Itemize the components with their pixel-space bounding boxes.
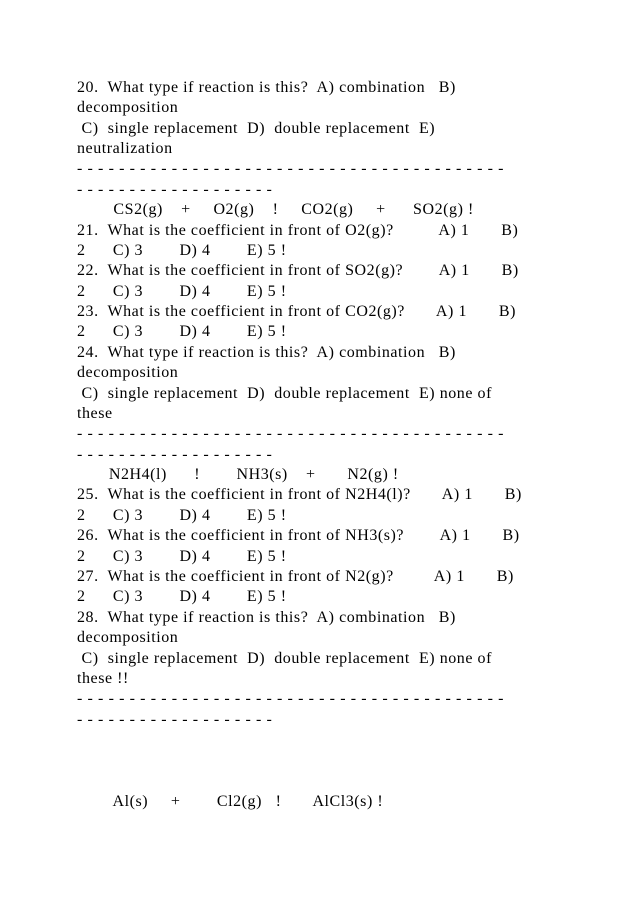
q22-line-1: 22. What is the coefficient in front of SO2(g)? A) 1 B)	[77, 262, 519, 279]
q20-line-1: 20. What type if reaction is this? A) combination B)	[77, 79, 456, 96]
q20-line-3: C) single replacement D) double replacement E)	[77, 120, 436, 137]
q21-line-1: 21. What is the coefficient in front of O2(g)? A) 1 B)	[77, 222, 519, 239]
q25-line-1: 25. What is the coefficient in front of N2H4(l)? A) 1 B)	[77, 486, 522, 503]
q28-line-3: C) single replacement D) double replacement E) none of	[77, 650, 492, 667]
q28-line-4: these !!	[77, 670, 129, 687]
divider-line: - - - - - - - - - - - - - - - - - - -	[77, 711, 273, 728]
q24-line-4: these	[77, 405, 113, 422]
divider-line: - - - - - - - - - - - - - - - - - - - - - - - - - - - - - - - - - - - - - - - - -	[77, 690, 505, 707]
q22-line-2: 2 C) 3 D) 4 E) 5 !	[77, 283, 287, 300]
q24-line-2: decomposition	[77, 364, 179, 381]
q27-line-1: 27. What is the coefficient in front of N2(g)? A) 1 B)	[77, 568, 514, 585]
q23-line-1: 23. What is the coefficient in front of CO2(g)? A) 1 B)	[77, 303, 516, 320]
q27-line-2: 2 C) 3 D) 4 E) 5 !	[77, 588, 287, 605]
divider-line: - - - - - - - - - - - - - - - - - - -	[77, 446, 273, 463]
q21-line-2: 2 C) 3 D) 4 E) 5 !	[77, 242, 287, 259]
q26-line-1: 26. What is the coefficient in front of NH3(s)? A) 1 B)	[77, 527, 520, 544]
q24-line-1: 24. What type if reaction is this? A) combination B)	[77, 344, 456, 361]
divider-line: - - - - - - - - - - - - - - - - - - - - - - - - - - - - - - - - - - - - - - - - -	[77, 160, 505, 177]
q24-line-3: C) single replacement D) double replacement E) none of	[77, 385, 492, 402]
q25-line-2: 2 C) 3 D) 4 E) 5 !	[77, 507, 287, 524]
divider-line: - - - - - - - - - - - - - - - - - - -	[77, 181, 273, 198]
q23-line-2: 2 C) 3 D) 4 E) 5 !	[77, 323, 287, 340]
q28-line-1: 28. What type if reaction is this? A) combination B)	[77, 609, 456, 626]
q28-line-2: decomposition	[77, 629, 179, 646]
reaction-equation-2: N2H4(l) ! NH3(s) + N2(g) !	[77, 466, 399, 483]
q20-line-4: neutralization	[77, 140, 173, 157]
reaction-equation-1: CS2(g) + O2(g) ! CO2(g) + SO2(g) !	[77, 201, 474, 218]
reaction-equation-3: Al(s) + Cl2(g) ! AlCl3(s) !	[77, 793, 384, 810]
q26-line-2: 2 C) 3 D) 4 E) 5 !	[77, 548, 287, 565]
divider-line: - - - - - - - - - - - - - - - - - - - - - - - - - - - - - - - - - - - - - - - - -	[77, 425, 505, 442]
q20-line-2: decomposition	[77, 99, 179, 116]
